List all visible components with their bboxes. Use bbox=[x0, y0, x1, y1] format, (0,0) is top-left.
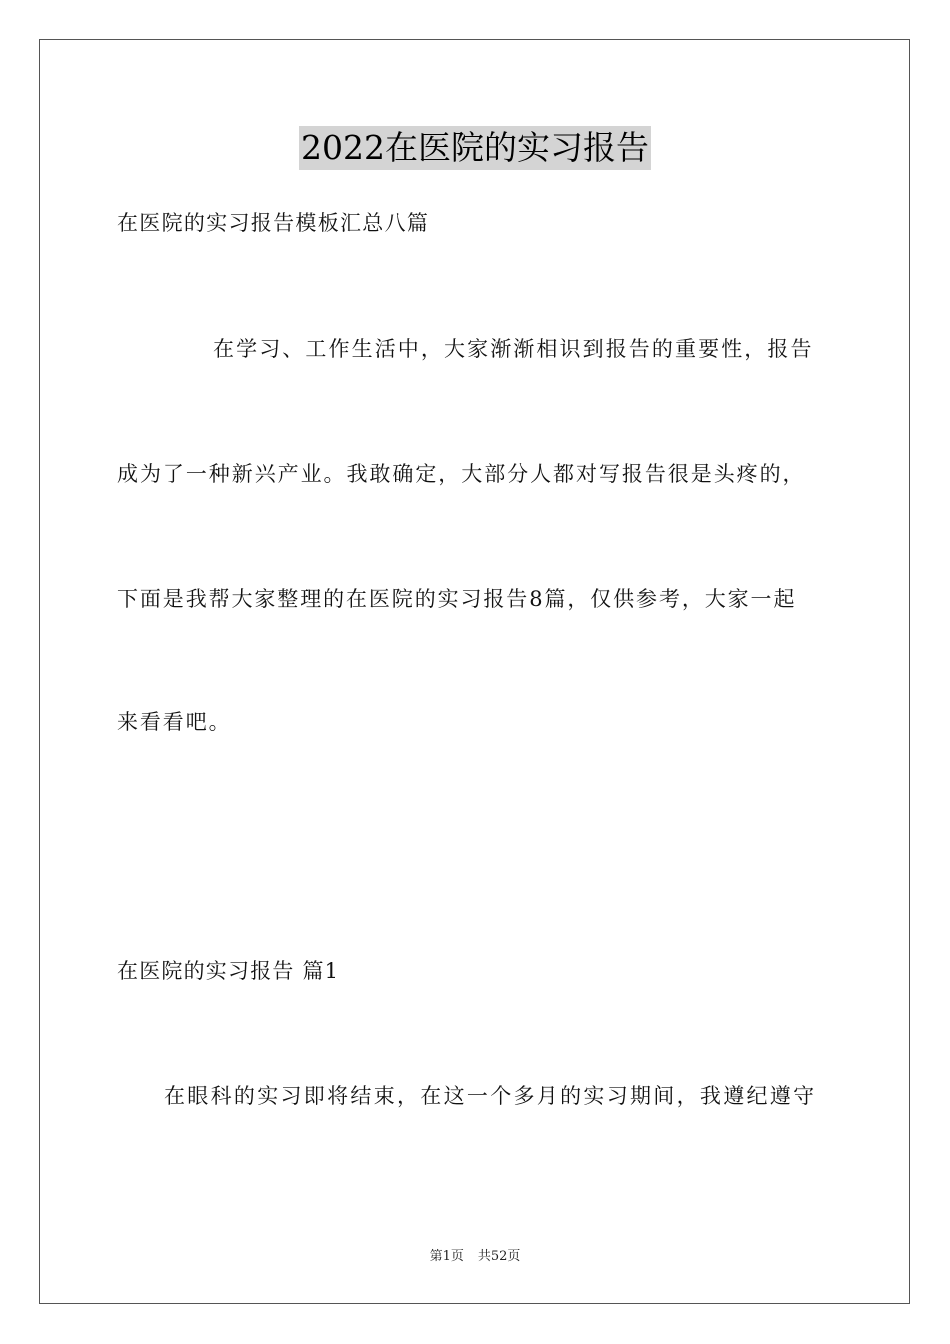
document-title bbox=[0, 126, 950, 170]
page-footer bbox=[0, 1247, 950, 1267]
intro-paragraph-line-2: 成为了一种新兴产业。我敢确定，大部分人都对写报告很是头疼的， bbox=[117, 462, 806, 486]
intro-paragraph-line-4: 来看看吧。 bbox=[117, 710, 232, 734]
document-subtitle: 在医院的实习报告模板汇总八篇 bbox=[117, 211, 430, 235]
section-heading: 在医院的实习报告 篇1 bbox=[117, 959, 340, 983]
page-number-label: 第1页 bbox=[429, 1249, 464, 1264]
document-title-text: 2022在医院的实习报告 bbox=[299, 126, 651, 170]
total-pages-label: 共52页 bbox=[477, 1249, 521, 1264]
intro-paragraph-line-3: 下面是我帮大家整理的在医院的实习报告8篇，仅供参考，大家一起 bbox=[117, 587, 797, 611]
intro-paragraph-line-1: 在学习、工作生活中，大家渐渐相识到报告的重要性，报告 bbox=[213, 337, 814, 361]
section-paragraph-line-1: 在眼科的实习即将结束，在这一个多月的实习期间，我遵纪遵守 bbox=[164, 1084, 817, 1108]
